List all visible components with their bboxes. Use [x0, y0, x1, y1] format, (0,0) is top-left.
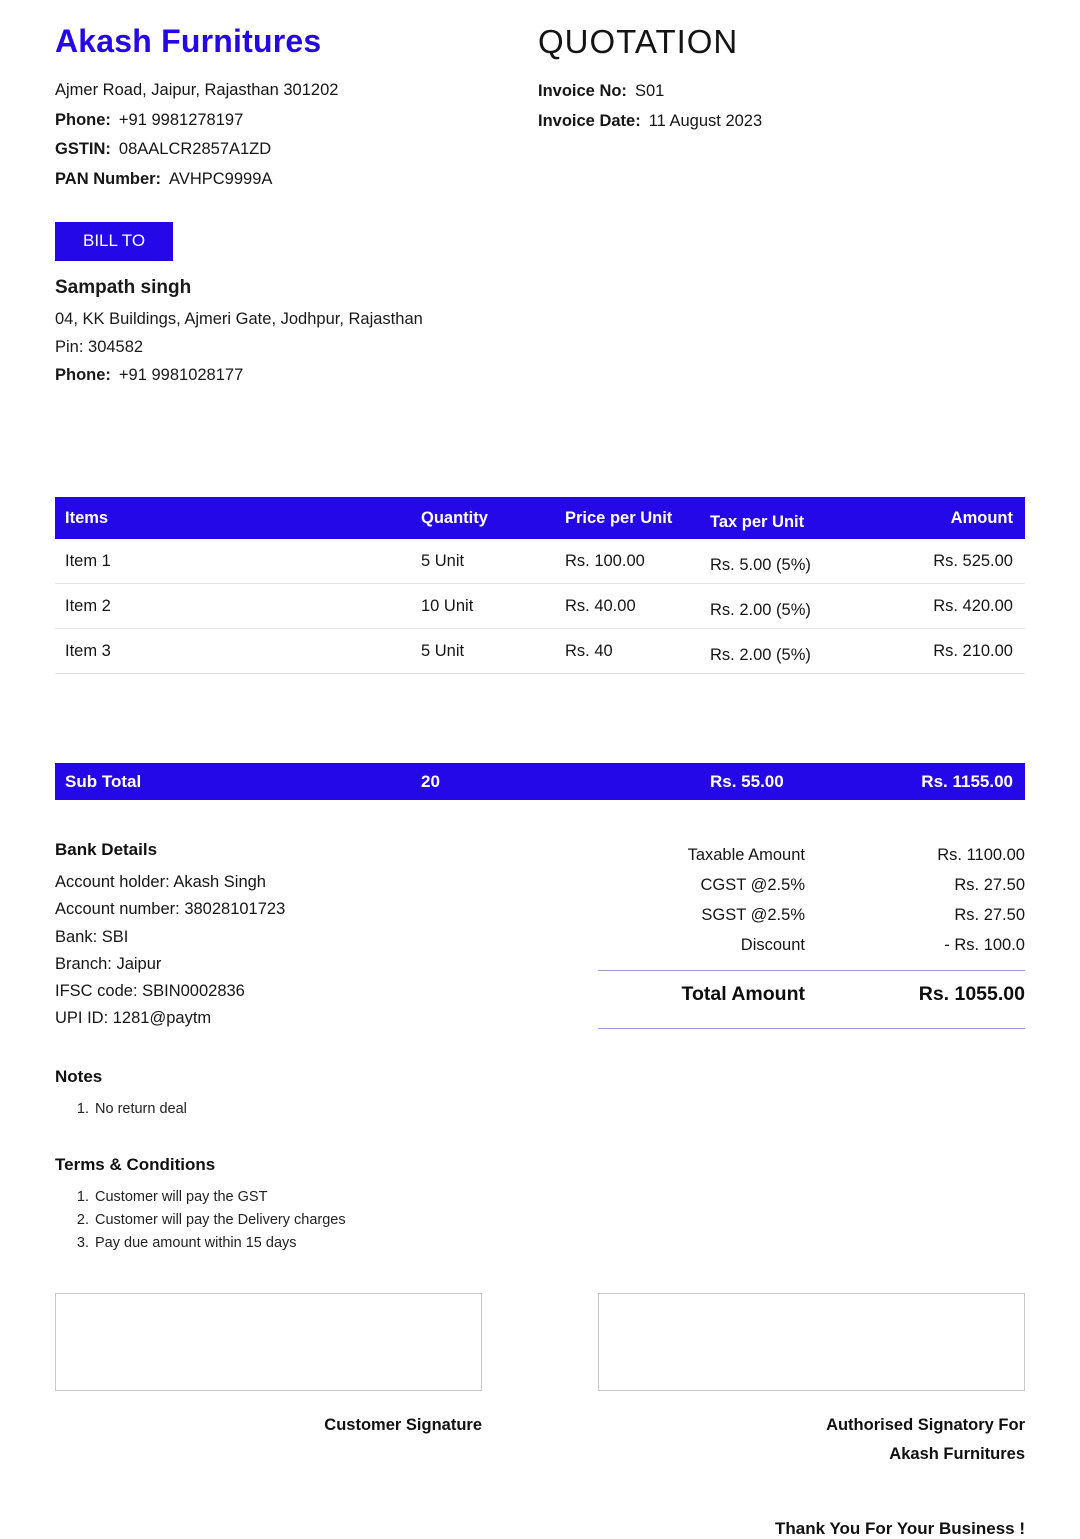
terms-list — [55, 1186, 1025, 1255]
item-amount: Rs. 525.00 — [933, 551, 1013, 570]
tax-summary — [598, 840, 1025, 1033]
invoice-date-value: 11 August 2023 — [648, 111, 763, 130]
table-row — [55, 539, 1025, 584]
notes-list — [55, 1098, 1025, 1121]
item-name: Item 2 — [65, 596, 111, 615]
summary-row-cgst — [598, 870, 1025, 900]
discount-value: - Rs. 100.0 — [944, 936, 1025, 954]
invoice-date — [538, 107, 1025, 137]
bank-and-summary — [55, 840, 1025, 1033]
item-price: Rs. 100.00 — [565, 551, 645, 570]
authorised-signatory-line2: Akash Furnitures — [889, 1444, 1025, 1463]
seller-pan-label: PAN Number: — [55, 169, 162, 188]
sgst-value: Rs. 27.50 — [954, 906, 1025, 924]
bank-branch: Branch: Jaipur — [55, 954, 162, 973]
table-row — [55, 584, 1025, 629]
item-name: Item 3 — [65, 641, 111, 660]
seller-gstin — [55, 135, 538, 165]
subtotal-amount: Rs. 1155.00 — [921, 771, 1013, 791]
subtotal-quantity: 20 — [421, 771, 440, 791]
discount-label: Discount — [740, 936, 805, 954]
item-tax: Rs. 2.00 (5%) — [710, 600, 811, 619]
bank-upi: UPI ID: 1281@paytm — [55, 1009, 212, 1028]
invoice-meta — [538, 23, 1025, 194]
customer-address: 04, KK Buildings, Ajmeri Gate, Jodhpur, Rajasthan — [55, 310, 423, 328]
bank-details — [55, 840, 538, 1033]
summary-divider — [598, 1028, 1025, 1029]
authorised-signature-box — [598, 1293, 1025, 1391]
item-name: Item 1 — [65, 551, 111, 570]
customer-pin: Pin: 304582 — [55, 338, 144, 356]
customer-phone-label: Phone: — [55, 366, 111, 384]
subtotal-tax: Rs. 55.00 — [710, 771, 784, 791]
cgst-value: Rs. 27.50 — [954, 876, 1025, 894]
seller-gstin-value: 08AALCR2857A1ZD — [118, 140, 272, 158]
document-title: QUOTATION — [538, 23, 739, 60]
item-tax: Rs. 5.00 (5%) — [710, 555, 811, 574]
items-table — [55, 497, 1025, 674]
summary-row-taxable — [598, 840, 1025, 870]
seller-pan-value: AVHPC9999A — [169, 169, 273, 188]
item-quantity: 5 Unit — [421, 551, 465, 570]
cgst-label: CGST @2.5% — [700, 876, 805, 894]
bank-account-holder: Account holder: Akash Singh — [55, 873, 266, 891]
item-quantity: 5 Unit — [421, 641, 465, 660]
seller-info — [55, 23, 538, 194]
customer-signature-box — [55, 1293, 482, 1391]
subtotal-label: Sub Total — [65, 771, 142, 791]
invoice-date-label: Invoice Date: — [538, 111, 641, 130]
bank-details-heading: Bank Details — [55, 840, 158, 859]
item-price: Rs. 40.00 — [565, 596, 636, 615]
document-header — [55, 23, 1025, 194]
seller-gstin-label: GSTIN: — [55, 140, 111, 158]
bank-name: Bank: SBI — [55, 927, 129, 946]
column-header-items: Items — [65, 508, 109, 527]
item-amount: Rs. 210.00 — [933, 641, 1013, 660]
summary-row-sgst — [598, 900, 1025, 930]
column-header-amount: Amount — [950, 508, 1013, 527]
sgst-label: SGST @2.5% — [701, 906, 805, 924]
seller-address: Ajmer Road, Jaipur, Rajasthan 301202 — [55, 81, 339, 99]
column-header-tax: Tax per Unit — [710, 512, 805, 531]
items-table-header — [55, 497, 1025, 539]
seller-phone-label: Phone: — [55, 110, 111, 129]
signature-section — [55, 1293, 1025, 1469]
notes-heading: Notes — [55, 1066, 103, 1086]
total-amount-row — [598, 971, 1025, 1018]
term-item: 2. Customer will pay the Delivery charges — [93, 1209, 1025, 1232]
customer-signature-block — [55, 1293, 482, 1469]
invoice-number-label: Invoice No: — [538, 82, 627, 100]
item-amount: Rs. 420.00 — [933, 596, 1013, 615]
customer-phone-value: +91 9981028177 — [118, 366, 244, 384]
column-header-price: Price per Unit — [565, 508, 673, 527]
thank-you-message: Thank You For Your Business ! — [774, 1518, 1025, 1538]
subtotal-bar — [55, 763, 1025, 800]
total-amount-value: Rs. 1055.00 — [918, 983, 1025, 1005]
term-item: 1. Customer will pay the GST — [93, 1186, 1025, 1209]
bill-to-badge: BILL TO — [55, 222, 173, 261]
note-item: 1. No return deal — [93, 1098, 1025, 1121]
item-tax: Rs. 2.00 (5%) — [710, 645, 811, 664]
column-header-quantity: Quantity — [421, 508, 488, 527]
seller-phone-value: +91 9981278197 — [118, 110, 244, 129]
invoice-number-value: S01 — [634, 82, 665, 100]
invoice-number — [538, 77, 1025, 107]
authorised-signature-label — [598, 1411, 1025, 1469]
item-price: Rs. 40 — [565, 641, 613, 660]
customer-phone — [55, 361, 1025, 389]
customer-signature-label: Customer Signature — [324, 1415, 482, 1434]
authorised-signature-block — [598, 1293, 1025, 1469]
seller-phone — [55, 106, 538, 136]
notes-section — [55, 1067, 1025, 1121]
bill-to-section — [55, 222, 1025, 389]
item-quantity: 10 Unit — [421, 596, 474, 615]
customer-name: Sampath singh — [55, 277, 192, 298]
summary-row-discount — [598, 930, 1025, 960]
terms-heading: Terms & Conditions — [55, 1154, 216, 1174]
authorised-signatory-line1: Authorised Signatory For — [826, 1415, 1025, 1434]
terms-section — [55, 1155, 1025, 1255]
taxable-amount-label: Taxable Amount — [687, 846, 805, 864]
company-name: Akash Furnitures — [55, 23, 322, 59]
seller-pan — [55, 165, 538, 195]
term-item: 3. Pay due amount within 15 days — [93, 1232, 1025, 1255]
table-row — [55, 629, 1025, 674]
taxable-amount-value: Rs. 1100.00 — [937, 846, 1025, 864]
bank-account-number: Account number: 38028101723 — [55, 900, 286, 919]
bank-ifsc: IFSC code: SBIN0002836 — [55, 982, 245, 1001]
total-amount-label: Total Amount — [681, 983, 805, 1005]
